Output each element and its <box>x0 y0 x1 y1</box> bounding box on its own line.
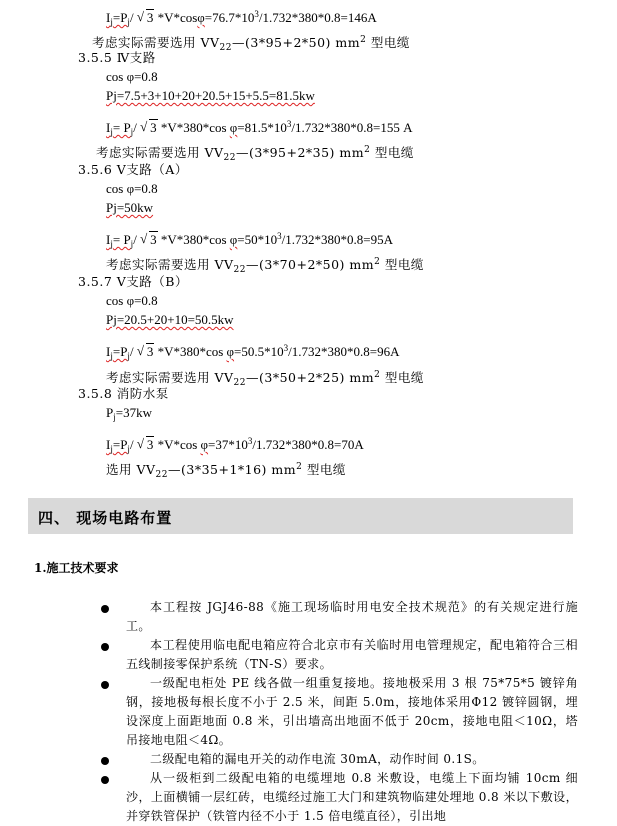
cable-note: 选用 $VV_{22}—(3*35+1*16)$ $mm^2$ 型电缆 <box>106 462 346 480</box>
cos-value: cos φ=0.8 <box>106 181 158 196</box>
cable-note: 考虑实际需要选用 $VV_{22}—(3*95+2*35)$ $mm^2$ 型电缆 <box>96 145 414 163</box>
formula-line: $I_j= P_j/$ √ 3 *V*380*cos $\varphi=81.5*10^3/1.732*380*0.8=155$ A <box>106 119 413 137</box>
cos-value: cos φ=0.8 <box>106 69 158 84</box>
pj-value: $P_j=37kw$ <box>106 405 152 422</box>
pj-value: Pj=50kw <box>106 200 154 215</box>
formula-line: $I_j= P_j/$ √ 3 *V*380*cos $\varphi=50*10^3/1.732*380*0.8=95A$ <box>106 231 393 249</box>
bullet-icon <box>101 643 109 651</box>
section-3-5-7-title: 3.5.7 Ⅴ支路（B） <box>78 274 188 289</box>
formula-line-top: $I_j=P_j/$ √ 3 $*V*\cos\varphi=76.7*10^3/1.732*380*0.8=146A$ <box>106 9 377 27</box>
section-4-title: 四、 现场电路布置 <box>38 509 173 527</box>
sqrt-symbol: √ 3 <box>136 9 154 25</box>
list-item: 二级配电箱的漏电开关的动作电流 30mA，动作时间 0.1S。 <box>150 752 485 766</box>
cable-note: 考虑实际需要选用 $VV_{22}—(3*50+2*25)$ $mm^2$ 型电缆 <box>106 370 424 388</box>
bullet-icon <box>101 605 109 613</box>
construction-requirements-heading: 1.施工技术要求 <box>34 561 119 575</box>
list-item: 本工程使用临电配电箱应符合北京市有关临时用电管理规定，配电箱符合三相五线制接零保护系统（TN-S）要求。 <box>126 638 578 671</box>
formula-line: $I_j=P_j/$ √ 3 *V*cos $\varphi=37*10^3/1.732*380*0.8=70A$ <box>106 436 364 454</box>
list-item: 一级配电柜处 PE 线各做一组重复接地。接地极采用 3 根 75*75*5 镀锌角钢，接地极每根长度不小于 2.5 米，间距 5.0m，接地体采用Φ12 镀锌圆钢，埋设深度上面距地面 0.8 米，引出墙高出地面不低于 20cm，接地电阻＜10Ω，塔吊接地电阻＜4Ω。 <box>126 676 578 747</box>
sqrt-symbol: √ 3 <box>140 231 157 247</box>
bullet-icon <box>101 681 109 689</box>
sqrt-symbol: √ 3 <box>136 436 154 452</box>
cable-note-top: 考虑实际需要选用 $VV_{22}—(3*95+2*50)$ $mm^2$ 型电缆 <box>92 35 410 53</box>
list-item: 从一级柜到二级配电箱的电缆埋地 0.8 米敷设，电缆上下面均铺 10cm 细沙，上面横铺一层红砖，电缆经过施工大门和建筑物临建处埋地 0.8 米以下敷设，并穿铁管保护（铁管内径不小于 1.5 倍电缆直径），引出地 <box>126 771 578 823</box>
sqrt-symbol: √ 3 <box>136 343 154 359</box>
sqrt-symbol: √ 3 <box>140 119 157 135</box>
section-3-5-6-title: 3.5.6 Ⅴ支路（A） <box>78 162 188 177</box>
cable-note: 考虑实际需要选用 $VV_{22}—(3*70+2*50)$ $mm^2$ 型电缆 <box>106 257 424 275</box>
section-3-5-5-title: 3.5.5 Ⅳ支路 <box>78 50 156 65</box>
section-3-5-8-title: 3.5.8 消防水泵 <box>78 386 169 401</box>
list-item: 本工程按 JGJ46-88《施工现场临时用电安全技术规范》的有关规定进行施工。 <box>126 600 578 633</box>
bullet-icon <box>101 776 109 784</box>
bullet-icon <box>101 757 109 765</box>
pj-value: Pj=20.5+20+10=50.5kw <box>106 312 234 327</box>
formula-line: $I_j=P_j/$ √ 3 *V*380*cos $\varphi=50.5*10^3/1.732*380*0.8=96A$ <box>106 343 400 361</box>
cos-value: cos φ=0.8 <box>106 293 158 308</box>
pj-value: Pj=7.5+3+10+20+20.5+15+5.5=81.5kw <box>106 88 315 103</box>
